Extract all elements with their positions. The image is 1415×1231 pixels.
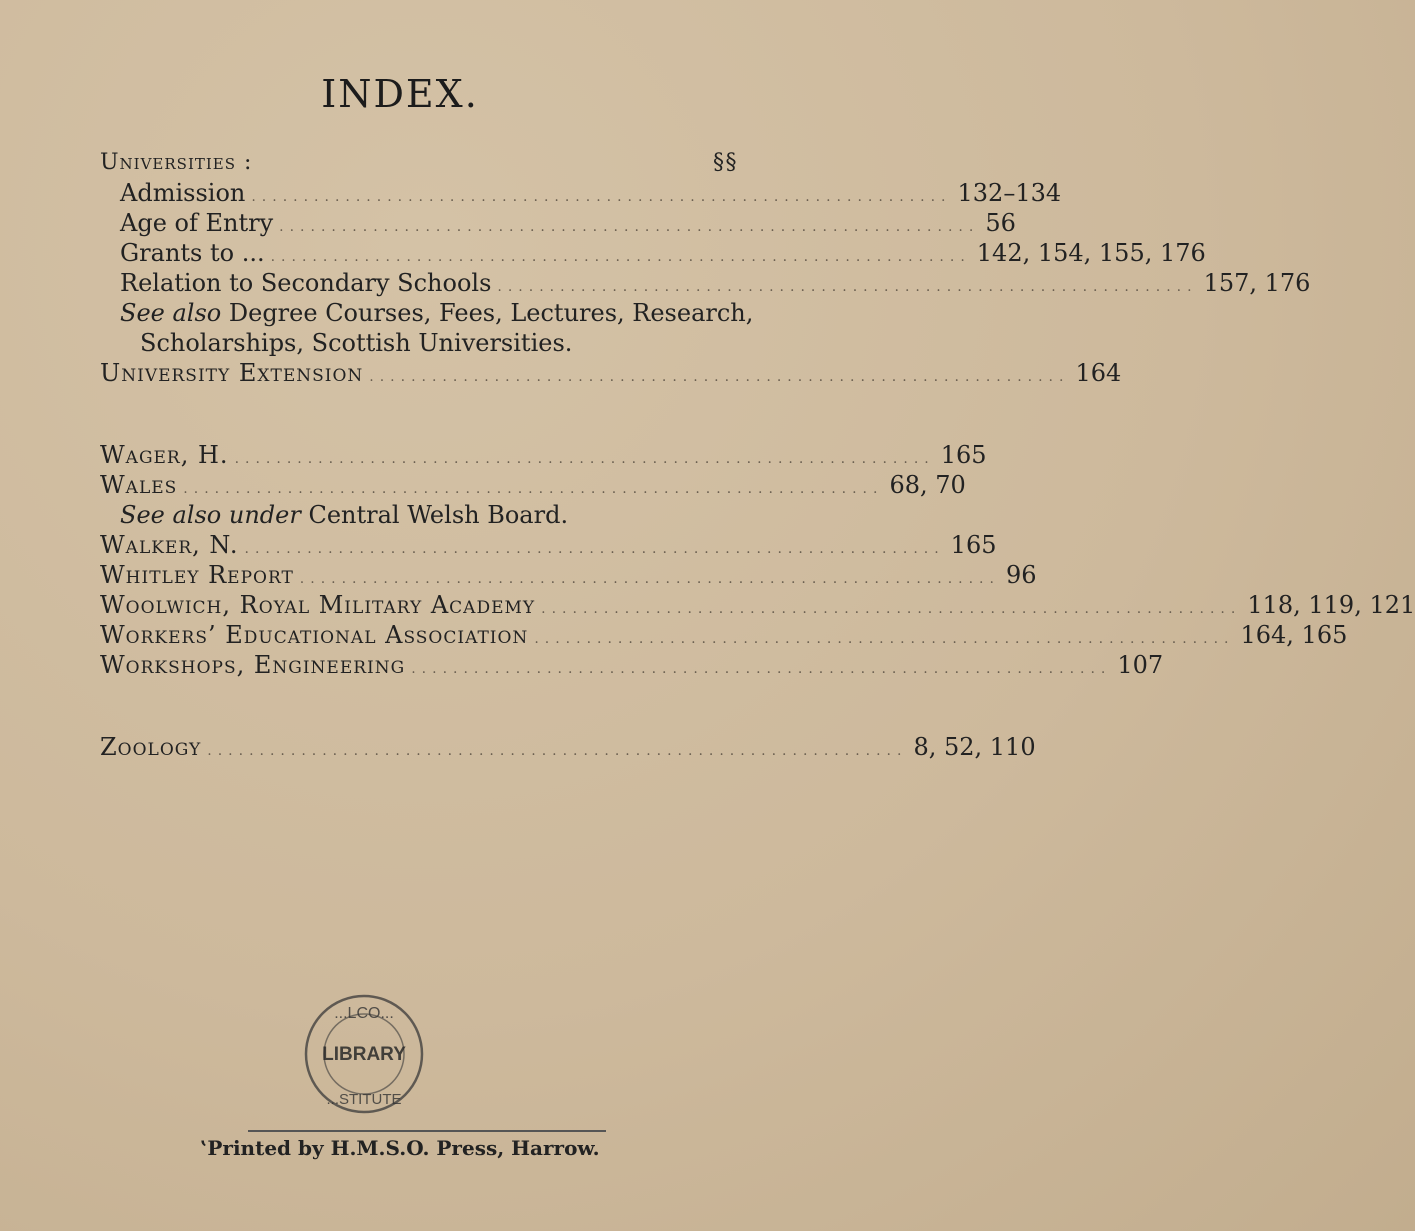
see-also-text: Degree Courses, Fees, Lectures, Research, bbox=[228, 299, 754, 327]
leader-dots: ................................................................... bbox=[411, 661, 1112, 677]
universities-heading: Universities : bbox=[100, 150, 253, 175]
index-entry bbox=[100, 238, 1206, 268]
index-entry bbox=[100, 178, 1062, 208]
page-title: INDEX. bbox=[321, 72, 479, 116]
entry-label: Woolwich, Royal Military Academy bbox=[100, 591, 536, 619]
printer-line: ‛Printed by H.M.S.O. Press, Harrow. bbox=[200, 1136, 600, 1160]
entry-pages: 118, 119, 121 bbox=[1247, 591, 1415, 619]
leader-dots: ................................................................... bbox=[369, 369, 1070, 385]
entry-label: Workshops, Engineering bbox=[100, 651, 406, 679]
stamp-bottom-text: ...STITUTE bbox=[326, 1091, 402, 1108]
leader-dots: ................................................................... bbox=[299, 571, 1000, 587]
leader-dots: ................................................................... bbox=[251, 189, 952, 205]
entry-pages: 68, 70 bbox=[889, 471, 966, 499]
entry-pages: 165 bbox=[950, 531, 997, 559]
see-also-line bbox=[100, 500, 768, 530]
entry-label: Zoology bbox=[100, 733, 202, 761]
index-entry bbox=[100, 560, 1037, 590]
see-also-cont: Scholarships, Scottish Universities. bbox=[140, 329, 573, 357]
see-also-line bbox=[100, 298, 768, 328]
divider-rule bbox=[248, 1130, 606, 1132]
entry-pages: 164, 165 bbox=[1240, 621, 1348, 649]
section-mark: §§ bbox=[713, 150, 738, 175]
entry-pages: 56 bbox=[985, 209, 1016, 237]
see-also-text: Central Welsh Board. bbox=[308, 501, 569, 529]
entry-pages: 107 bbox=[1117, 651, 1164, 679]
entry-pages: 142, 154, 155, 176 bbox=[976, 239, 1206, 267]
leader-dots: ................................................................... bbox=[279, 219, 980, 235]
entry-pages: 8, 52, 110 bbox=[913, 733, 1036, 761]
index-entry bbox=[100, 268, 1311, 298]
see-also-under: under bbox=[228, 501, 301, 529]
entry-label: Workers’ Educational Association bbox=[100, 621, 529, 649]
index-list bbox=[100, 148, 1415, 762]
index-entry bbox=[100, 530, 997, 560]
index-entry bbox=[100, 620, 1348, 650]
leader-dots: ................................................................... bbox=[534, 631, 1235, 647]
entry-label: Grants to ... bbox=[120, 239, 265, 267]
index-entry bbox=[100, 358, 1122, 388]
library-stamp bbox=[302, 992, 426, 1116]
entry-pages: 164 bbox=[1075, 359, 1122, 387]
universities-heading-row bbox=[100, 148, 768, 178]
entry-label: Wales bbox=[100, 471, 178, 499]
entry-pages: 132–134 bbox=[957, 179, 1062, 207]
leader-dots: ................................................................... bbox=[541, 601, 1242, 617]
entry-label: Admission bbox=[120, 179, 246, 207]
index-entry bbox=[100, 470, 966, 500]
entry-label: University Extension bbox=[100, 359, 364, 387]
entry-pages: 157, 176 bbox=[1203, 269, 1311, 297]
entry-label: Walker, N. bbox=[100, 531, 239, 559]
leader-dots: ................................................................... bbox=[270, 249, 971, 265]
entry-label: Relation to Secondary Schools bbox=[120, 269, 492, 297]
index-entry bbox=[100, 440, 987, 470]
stamp-center-text: LIBRARY bbox=[322, 1044, 406, 1065]
entry-pages: 96 bbox=[1005, 561, 1037, 589]
index-entry bbox=[100, 732, 1036, 762]
entry-label: Wager, H. bbox=[100, 441, 229, 469]
entry-label: Whitley Report bbox=[100, 561, 294, 589]
see-also-prefix: See also bbox=[120, 299, 222, 327]
leader-dots: ................................................................... bbox=[244, 541, 945, 557]
entry-pages: 165 bbox=[940, 441, 987, 469]
leader-dots: ................................................................... bbox=[207, 743, 908, 759]
stamp-top-text: ...LCO... bbox=[334, 1005, 394, 1022]
leader-dots: ................................................................... bbox=[234, 451, 935, 467]
see-also-prefix: See also bbox=[120, 501, 222, 529]
index-entry bbox=[100, 590, 1415, 620]
leader-dots: ................................................................... bbox=[497, 279, 1198, 295]
index-entry bbox=[100, 650, 1164, 680]
entry-label: Age of Entry bbox=[120, 209, 274, 237]
index-entry bbox=[100, 208, 1016, 238]
leader-dots: ................................................................... bbox=[183, 481, 884, 497]
